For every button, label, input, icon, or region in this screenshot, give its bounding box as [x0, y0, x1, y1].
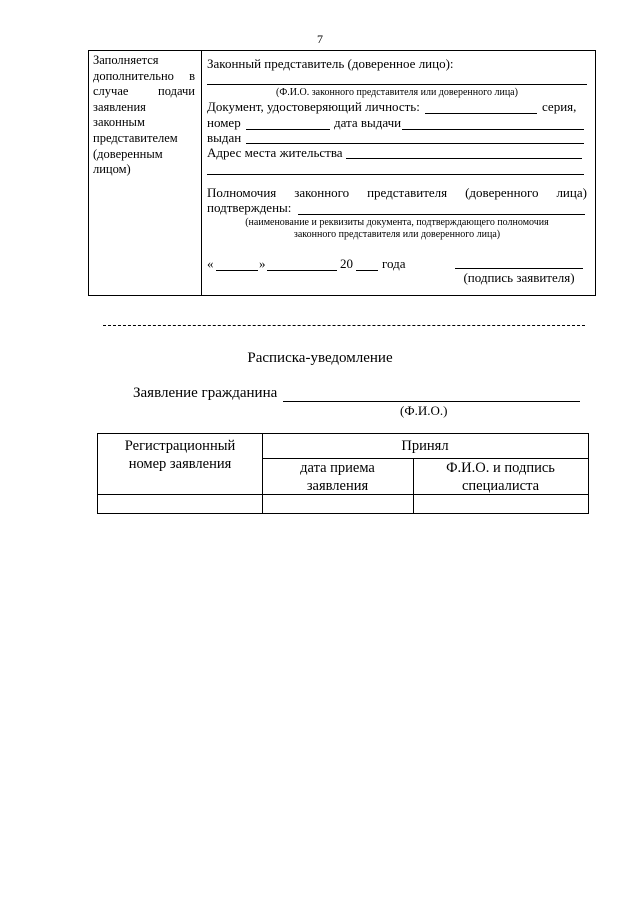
representative-name-field[interactable]	[207, 84, 587, 85]
document-label: Документ, удостоверяющий личность:	[207, 99, 420, 114]
left-column-note	[93, 53, 195, 178]
citizen-name-field[interactable]	[283, 401, 580, 402]
signature-field[interactable]	[455, 268, 583, 269]
col-specialist: Ф.И.О. и подпись специалиста	[446, 460, 555, 494]
year-suffix: года	[382, 256, 406, 271]
day-field[interactable]	[216, 270, 258, 271]
powers-caption-2: законного представителя или доверенного лица)	[293, 229, 501, 240]
column-divider	[201, 51, 202, 295]
registration-number-cell[interactable]	[99, 495, 261, 513]
cut-line	[103, 325, 585, 326]
note-line-3: случае подачи	[93, 84, 195, 99]
note-line-6: представителем	[93, 130, 178, 145]
signature-caption: (подпись заявителя)	[463, 270, 575, 285]
powers-caption-1: (наименование и реквизиты документа, подтверждающего полномочия	[245, 217, 549, 228]
issued-by-field[interactable]	[246, 143, 584, 144]
month-field[interactable]	[267, 270, 337, 271]
note-line-1: Заполняется	[93, 53, 159, 67]
issue-date-field[interactable]	[402, 129, 584, 130]
representative-label: Законный представитель (доверенное лицо):	[207, 56, 454, 71]
representative-caption: (Ф.И.О. законного представителя или доверенного лица)	[276, 87, 518, 98]
issue-date-label: дата выдачи	[334, 115, 402, 130]
year-field[interactable]	[356, 270, 378, 271]
note-line-4: заявления	[93, 99, 146, 114]
note-line-7: (доверенным	[93, 146, 163, 161]
document-number-field[interactable]	[246, 129, 330, 130]
acceptance-date-cell[interactable]	[263, 495, 412, 513]
series-label: серия,	[542, 99, 577, 114]
address-label: Адрес места жительства	[207, 145, 343, 160]
note-line-5: законным	[93, 115, 145, 130]
col-acceptance-date: дата приема заявления	[300, 460, 375, 494]
address-field-line-2[interactable]	[207, 174, 584, 175]
powers-document-field[interactable]	[298, 214, 585, 215]
specialist-cell[interactable]	[414, 495, 587, 513]
powers-line: Полномочия законного представителя (доверенного лица)	[207, 185, 587, 200]
page-number: 7	[317, 32, 323, 46]
note-line-2: дополнительно в	[93, 68, 195, 83]
receipt-title: Расписка-уведомление	[247, 350, 393, 366]
address-field[interactable]	[346, 158, 582, 159]
issued-label: выдан	[207, 130, 242, 145]
confirmed-label: подтверждены:	[207, 200, 292, 215]
col-registration-number: Регистрационный номер заявления	[124, 438, 236, 472]
date-close-quote: »	[259, 256, 266, 271]
citizen-label: Заявление гражданина	[133, 385, 278, 401]
receipt-table	[97, 433, 589, 514]
fio-caption: (Ф.И.О.)	[400, 403, 448, 418]
year-prefix: 20	[340, 256, 353, 271]
note-line-8: лицом)	[93, 162, 131, 177]
number-label: номер	[207, 115, 241, 130]
col-accepted: Принял	[401, 438, 449, 454]
document-series-field[interactable]	[425, 113, 537, 114]
date-open-quote: «	[207, 256, 214, 271]
